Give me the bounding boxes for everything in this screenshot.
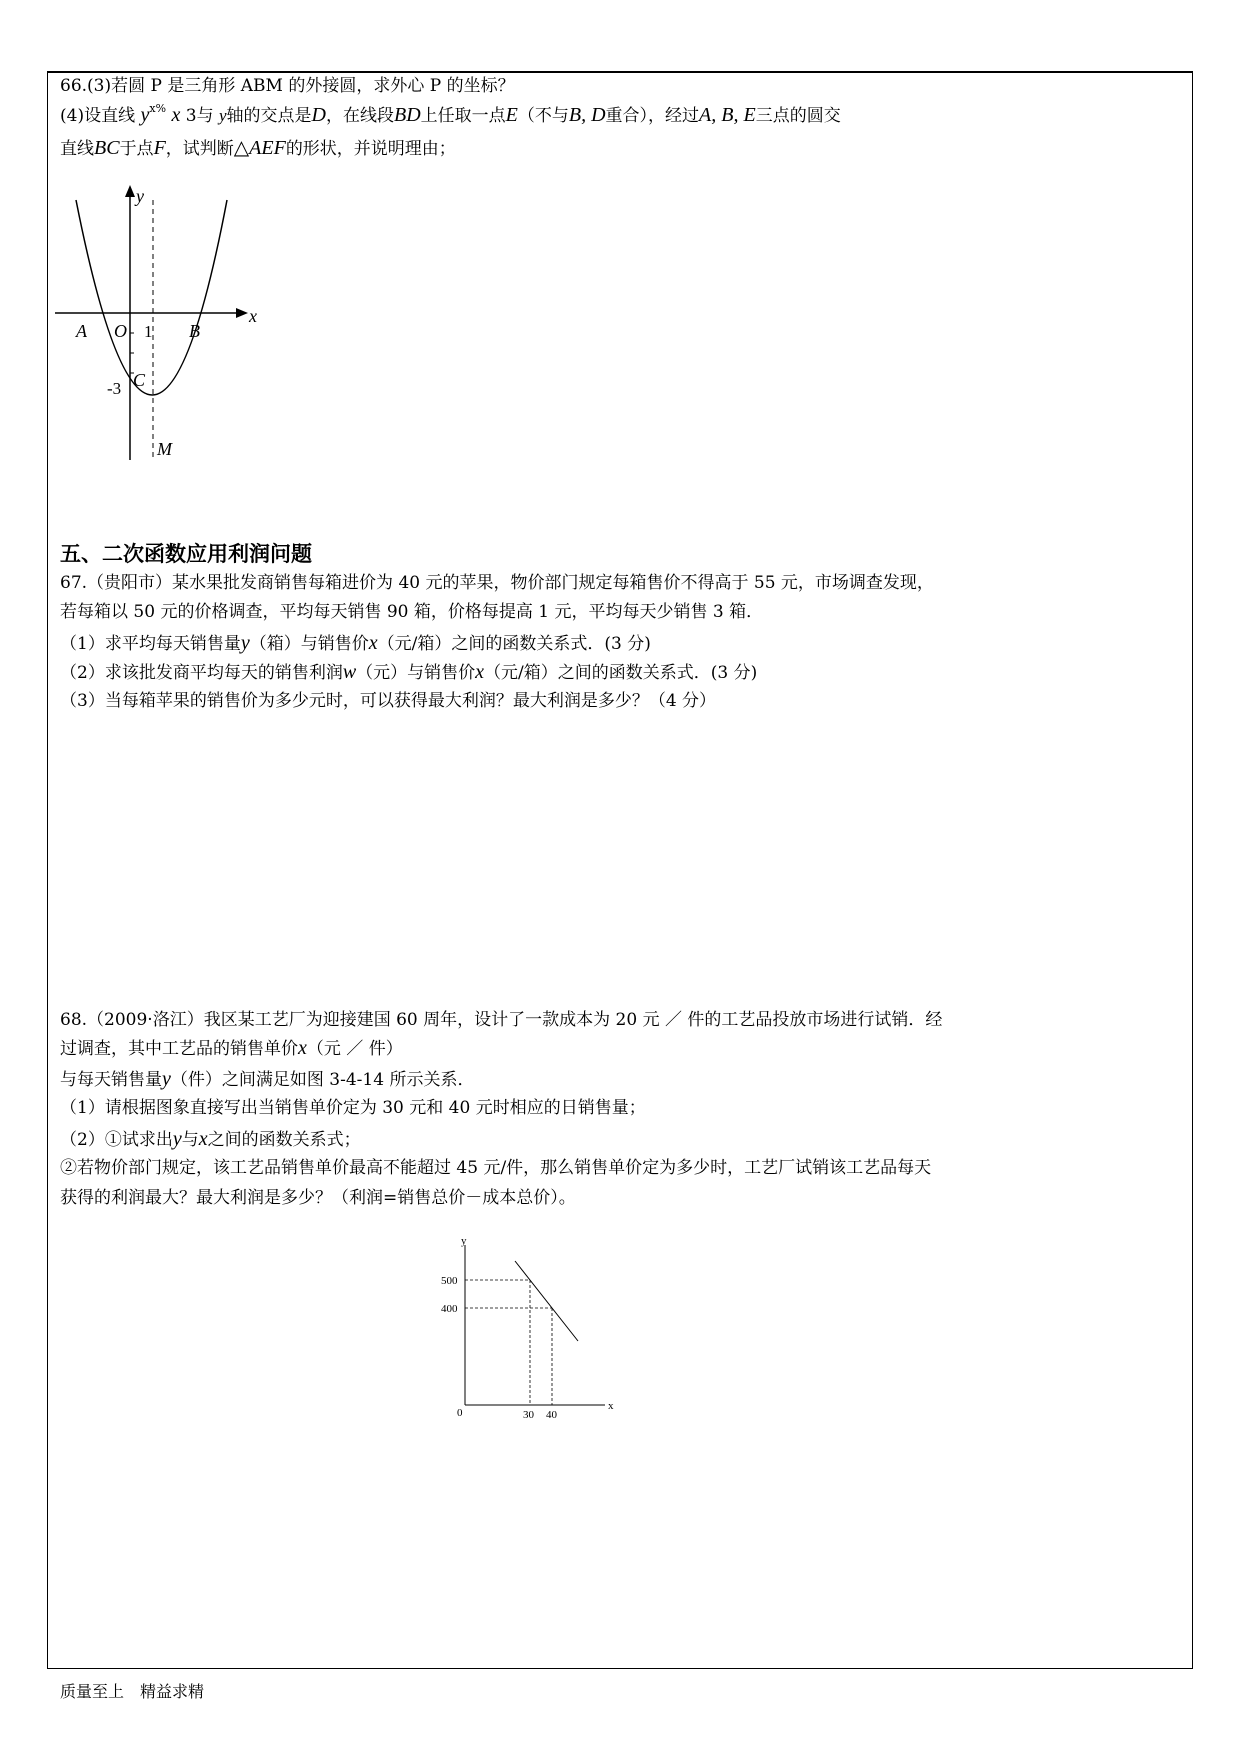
text: 重合），经过 (605, 106, 700, 126)
linear-graph-figure (430, 1235, 630, 1425)
math-BD: B, D (568, 104, 606, 126)
point-B-label: B (189, 321, 200, 341)
math-w: w (342, 661, 357, 683)
math-E: E (505, 104, 518, 126)
tick-400-label: 400 (441, 1303, 458, 1315)
text: 上任取一点 (420, 106, 506, 126)
q68-line1: 68.（2009·洛江）我区某工艺厂为迎接建国 60 周年，设计了一款成本为 20 元 ／ 件的工艺品投放市场进行试销．经 (60, 1010, 943, 1030)
text: 直线 (60, 139, 94, 159)
q67-line1: 67.（贵阳市）某水果批发商销售每箱进价为 40 元的苹果，物价部门规定每箱售价不得高于 55 元，市场调查发现， (60, 573, 934, 593)
text: 与 (181, 1130, 199, 1150)
text: (4)设直线 (60, 106, 136, 126)
tick-neg3-label: -3 (107, 379, 122, 398)
q68-part2 (60, 1128, 361, 1151)
tick-40-label: 40 (546, 1409, 557, 1421)
x-axis-arrow-icon (236, 308, 248, 318)
text: 轴的交点是 (226, 106, 312, 126)
x-axis-label: x (249, 306, 257, 326)
origin-label: 0 (457, 1407, 463, 1419)
math-x: x (368, 632, 378, 654)
math-y: y (140, 104, 150, 126)
text: （2）①试求出 (60, 1130, 173, 1150)
text: 之间的函数关系式； (207, 1130, 361, 1150)
origin-label: O (114, 321, 127, 341)
point-C-label: C (133, 370, 146, 390)
text: ，在线段 (325, 106, 394, 126)
math-x: x (475, 661, 485, 683)
math-ABE: A, B, E (699, 104, 756, 126)
point-M-label: M (157, 439, 172, 459)
text: 过调查，其中工艺品的销售单价 (60, 1039, 298, 1059)
parabola-curve (76, 200, 227, 395)
footer-motto: 质量至上 精益求精 (60, 1682, 205, 1701)
text: （元）与销售价 (356, 663, 476, 683)
y-axis-label: y (136, 186, 144, 206)
math-BD: BD (393, 104, 421, 126)
y-axis-arrow-icon (125, 185, 135, 197)
q68-line3 (60, 1068, 474, 1091)
math-BC: BC (94, 137, 120, 159)
tick-1-label: 1 (144, 322, 153, 341)
q68-part1: （1）请根据图象直接写出当销售单价定为 30 元和 40 元时相应的日销售量； (60, 1098, 646, 1118)
math-y: y (240, 632, 250, 654)
tick-500-label: 500 (441, 1275, 458, 1287)
text: （元 ／ 件） (306, 1039, 403, 1059)
text: （元/箱）之间的函数关系式．(3 分) (377, 634, 651, 654)
text: （2）求该批发商平均每天的销售利润 (60, 663, 343, 683)
text: 于点 (119, 139, 154, 159)
math-F: F (153, 137, 166, 159)
q68-part3: ②若物价部门规定，该工艺品销售单价最高不能超过 45 元/件，那么销售单价定为多少时，工艺厂试销该工艺品每天 (60, 1158, 932, 1178)
math-x: x (298, 1037, 307, 1059)
q68-part4: 获得的利润最大？最大利润是多少？（利润=销售总价－成本总价）。 (60, 1188, 576, 1208)
q67-part3: （3）当每箱苹果的销售价为多少元时，可以获得最大利润？最大利润是多少？（4 分） (60, 691, 717, 711)
q67-line2: 若每箱以 50 元的价格调查，平均每天销售 90 箱，价格每提高 1 元，平均每天少销售 3 箱． (60, 602, 764, 622)
q66-line3 (60, 137, 456, 160)
text: 的形状，并说明理由； (285, 139, 456, 159)
math-x: x (198, 1128, 208, 1150)
text: ，试判断 (165, 139, 234, 159)
parabola-figure (50, 180, 270, 465)
text: 三点的圆交 (755, 106, 841, 126)
math-x: x (171, 104, 181, 126)
sales-line (515, 1261, 578, 1341)
y-axis-label: y (461, 1235, 467, 1247)
q66-line2 (60, 104, 841, 129)
q66-line1: 66.(3)若圆 P 是三角形 ABM 的外接圆，求外心 P 的坐标？ (60, 76, 515, 96)
q67-part1 (60, 632, 651, 655)
math-triangle-AEF: △AEF (233, 137, 286, 159)
q67-part2 (60, 661, 757, 684)
text: （件）之间满足如图 3-4-14 所示关系． (170, 1070, 475, 1090)
text: （元/箱）之间的函数关系式．(3 分) (484, 663, 758, 683)
text: （1）求平均每天销售量 (60, 634, 241, 654)
math-D: D (311, 104, 326, 126)
q68-line2 (60, 1037, 403, 1060)
text: 与每天销售量 (60, 1070, 162, 1090)
text: （不与 (517, 106, 569, 126)
text: （箱）与销售价 (249, 634, 369, 654)
text: 3与 (185, 106, 214, 126)
point-A-label: A (76, 321, 87, 341)
math-y: y (218, 106, 227, 125)
tick-30-label: 30 (523, 1409, 534, 1421)
math-y: y (162, 1068, 171, 1090)
math-sup: x% (149, 102, 167, 115)
math-y: y (172, 1128, 182, 1150)
section-heading: 五、二次函数应用利润问题 (60, 541, 312, 566)
x-axis-label: x (608, 1400, 614, 1412)
